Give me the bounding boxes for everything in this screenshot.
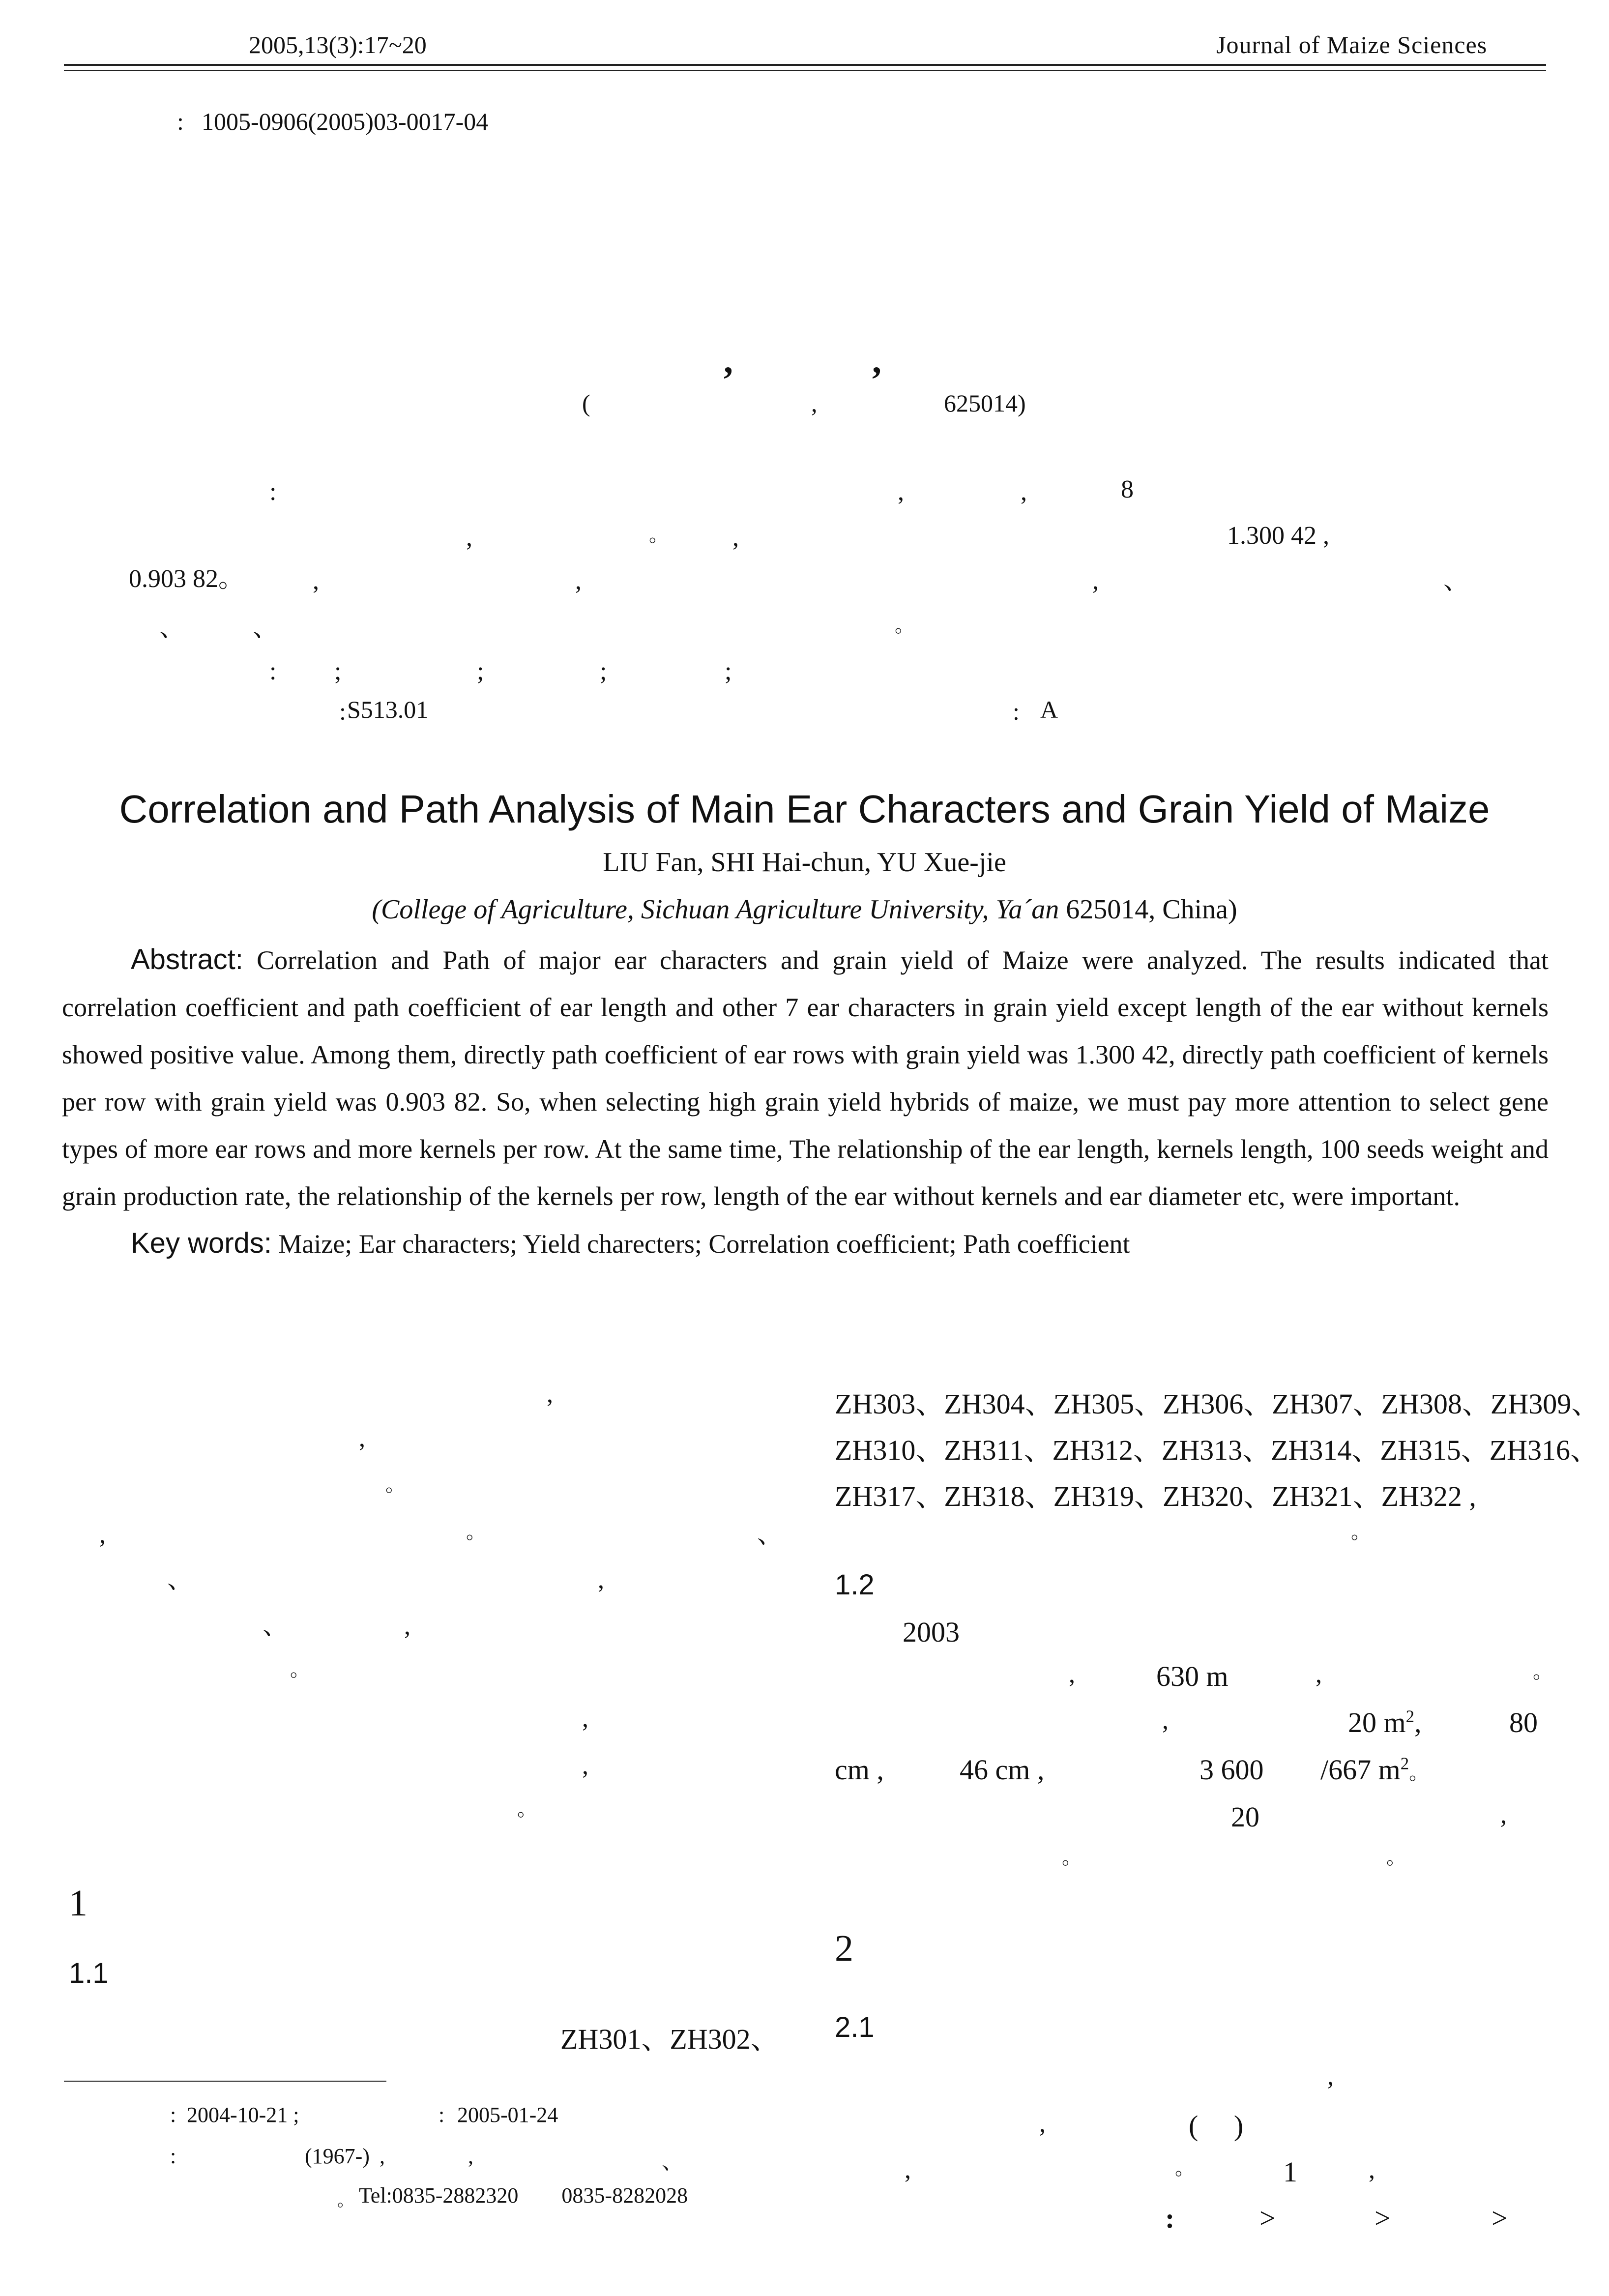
- hybrids-line-3: ZH317、ZH318、ZH319、ZH320、ZH321、ZH322 ,: [835, 1480, 1476, 1512]
- affiliation-open-paren: (: [582, 389, 590, 417]
- right-col-comma-6: ,: [1039, 2110, 1046, 2138]
- cn-abstract-value-2: 0.903 82。: [129, 565, 244, 593]
- section-2-heading: 2: [835, 1928, 853, 1969]
- left-col-comma-1: ,: [547, 1380, 553, 1408]
- footnote-rule: [64, 2081, 386, 2082]
- section-2-1-heading: 2.1: [835, 2011, 875, 2043]
- author-bio-dun: 、: [662, 2149, 683, 2174]
- article-id-colon: :: [177, 108, 184, 135]
- author-bio-comma-1: ,: [380, 2144, 385, 2168]
- right-col-period-1: 。: [1351, 1521, 1371, 1543]
- plant-spacing-46: 46 cm ,: [960, 1754, 1045, 1786]
- clc-number: S513.01: [347, 696, 429, 723]
- left-col-period-3: 。: [290, 1658, 310, 1680]
- left-col-period-2: 。: [466, 1521, 486, 1543]
- right-col-comma-2: ,: [1316, 1660, 1322, 1688]
- cn-abstract-comma-6: ,: [575, 567, 582, 595]
- density-unit: /667 $m^2$。: [1320, 1754, 1429, 1786]
- paren-placeholder: ( ): [1189, 2110, 1244, 2142]
- left-col-comma-6: ,: [582, 1705, 588, 1733]
- cn-abstract-comma-3: ,: [466, 524, 472, 552]
- right-col-comma-3: ,: [1162, 1707, 1169, 1735]
- keywords-text: Maize; Ear characters; Yield charecters; Correlation coefficient; Path coefficient: [271, 1229, 1130, 1259]
- hybrids-line-2: ZH310、ZH311、ZH312、ZH313、ZH314、ZH315、ZH316、: [835, 1434, 1599, 1466]
- author-tel: Tel:0835-2882320 0835-8282028: [359, 2183, 688, 2208]
- left-col-period-1: 。: [385, 1473, 405, 1496]
- cn-abstract-comma-1: ,: [898, 478, 904, 506]
- trial-altitude: 630 m: [1156, 1660, 1229, 1692]
- received-date: 2004-10-21 ;: [187, 2103, 299, 2127]
- cn-abstract-comma-7: ,: [1092, 567, 1099, 595]
- cn-keywords-sep-2: ;: [477, 657, 484, 685]
- order-colon: :: [1165, 2202, 1175, 2234]
- hybrids-line-start: ZH301、ZH302、: [560, 2023, 779, 2055]
- section-1-heading: 1: [69, 1883, 88, 1924]
- section-1-2-heading: 1.2: [835, 1569, 875, 1601]
- cn-abstract-label-colon: :: [269, 478, 277, 506]
- affiliation-location: 625014, China): [1059, 894, 1237, 925]
- cn-abstract-period-1: 。: [649, 524, 669, 546]
- header-rule-thick: [64, 64, 1546, 66]
- revised-date: 2005-01-24: [457, 2103, 558, 2127]
- right-col-period-4: 。: [1386, 1846, 1406, 1868]
- author-separator-2: ,: [872, 340, 881, 381]
- right-col-comma-4: ,: [1500, 1801, 1507, 1829]
- affiliation-comma: ,: [811, 389, 818, 417]
- order-gt-1: >: [1259, 2202, 1276, 2234]
- cn-abstract-dun-2: 、: [159, 614, 185, 642]
- affiliation-postcode: 625014): [944, 389, 1026, 417]
- abstract-label: Abstract:: [131, 943, 243, 975]
- tel-period: 。: [337, 2192, 354, 2210]
- right-col-comma-5: ,: [1327, 2062, 1334, 2090]
- author-separator-1: ,: [724, 340, 733, 381]
- cn-abstract-period-2: 。: [895, 614, 914, 636]
- left-col-comma-3: ,: [99, 1521, 106, 1549]
- doc-code: A: [1040, 696, 1058, 723]
- order-gt-2: >: [1375, 2202, 1391, 2234]
- section-1-1-heading: 1.1: [69, 1957, 109, 1989]
- abstract-text: Correlation and Path of major ear characters and grain yield of Maize were analyzed. The results indicated that correlation coefficient and path coefficient of ear length and other 7 ear characters in grain yield except length of the ear without kernels showed positive value. Among them, directly path coefficient of ear rows with grain yield was 1.300 42, directly path coefficient of kernels per row with grain yield was 0.903 82. So, when selecting high grain yield hybrids of maize, we must pay more attention to select gene types of more ear rows and more kernels per row. At the same time, The relationship of the ear length, kernels length, 100 seeds weight and grain production rate, the relationship of the kernels per row, length of the ear without kernels and ear diameter etc, were important.: [62, 945, 1549, 1211]
- author-bio-colon: :: [170, 2144, 176, 2168]
- english-authors: LIU Fan, SHI Hai-chun, YU Xue-jie: [603, 847, 1006, 878]
- left-col-dun-2: 、: [167, 1566, 193, 1594]
- trial-year: 2003: [903, 1616, 960, 1648]
- cn-abstract-dun-3: 、: [253, 614, 279, 642]
- cn-abstract-comma-5: ,: [313, 567, 319, 595]
- table-ref-1: 1: [1283, 2156, 1297, 2188]
- right-col-comma-1: ,: [1069, 1660, 1075, 1688]
- right-col-comma-7: ,: [905, 2156, 911, 2184]
- plot-area-value: 20 m: [1348, 1707, 1406, 1738]
- doc-code-colon: :: [1013, 698, 1020, 725]
- cn-abstract-comma-4: ,: [732, 524, 739, 552]
- keywords-label: Key words:: [131, 1227, 272, 1259]
- english-affiliation: [0, 894, 1609, 925]
- left-col-comma-7: ,: [582, 1752, 588, 1780]
- clc-colon: :: [339, 698, 346, 725]
- plot-area: 20 $m^2$,: [1348, 1707, 1422, 1738]
- article-id: 1005-0906(2005)03-0017-04: [202, 108, 489, 135]
- hybrids-line-1: ZH303、ZH304、ZH305、ZH306、ZH307、ZH308、ZH309、: [835, 1388, 1600, 1420]
- cn-abstract-value-1: 1.300 42 ,: [1227, 522, 1329, 550]
- received-colon: :: [170, 2103, 176, 2127]
- cn-keywords-sep-1: ;: [334, 657, 342, 685]
- affiliation-institution: (College of Agriculture, Sichuan Agriculture University, Ya´an: [372, 894, 1059, 925]
- cn-abstract-dun-1: 、: [1443, 567, 1469, 595]
- left-col-comma-5: ,: [404, 1612, 410, 1640]
- left-col-comma-2: ,: [359, 1424, 365, 1452]
- header-citation: 2005,13(3):17~20: [249, 31, 427, 59]
- right-col-period-5: 。: [1175, 2157, 1195, 2179]
- planting-density: 3 600: [1199, 1754, 1264, 1786]
- cn-abstract-comma-2: ,: [1021, 478, 1027, 506]
- right-col-comma-8: ,: [1369, 2156, 1375, 2184]
- author-birth-year: (1967-): [305, 2144, 370, 2168]
- revised-colon: :: [439, 2103, 445, 2127]
- left-col-dun-3: 、: [263, 1612, 289, 1640]
- cn-keywords-sep-4: ;: [725, 657, 732, 685]
- row-spacing-80: 80: [1509, 1707, 1538, 1738]
- left-col-period-4: 。: [517, 1798, 537, 1820]
- order-gt-3: >: [1492, 2202, 1508, 2234]
- cn-keywords-colon: :: [269, 657, 277, 685]
- left-col-dun-1: 、: [757, 1521, 783, 1549]
- sample-count-20: 20: [1231, 1801, 1259, 1833]
- right-col-period-2: 。: [1533, 1660, 1552, 1682]
- header-rule-thin: [64, 70, 1546, 71]
- left-col-comma-4: ,: [598, 1566, 604, 1594]
- header-journal: Journal of Maize Sciences: [1216, 31, 1488, 59]
- right-col-period-3: 。: [1062, 1846, 1082, 1868]
- english-title: Correlation and Path Analysis of Main Ear Characters and Grain Yield of Maize: [119, 787, 1490, 831]
- cn-abstract-num-8: 8: [1121, 475, 1134, 503]
- cn-keywords-sep-3: ;: [600, 657, 607, 685]
- english-abstract: [62, 936, 1549, 1267]
- density-unit-value: /667 m: [1320, 1754, 1401, 1786]
- author-bio-comma-2: ,: [468, 2144, 473, 2168]
- unit-cm: cm ,: [835, 1754, 884, 1786]
